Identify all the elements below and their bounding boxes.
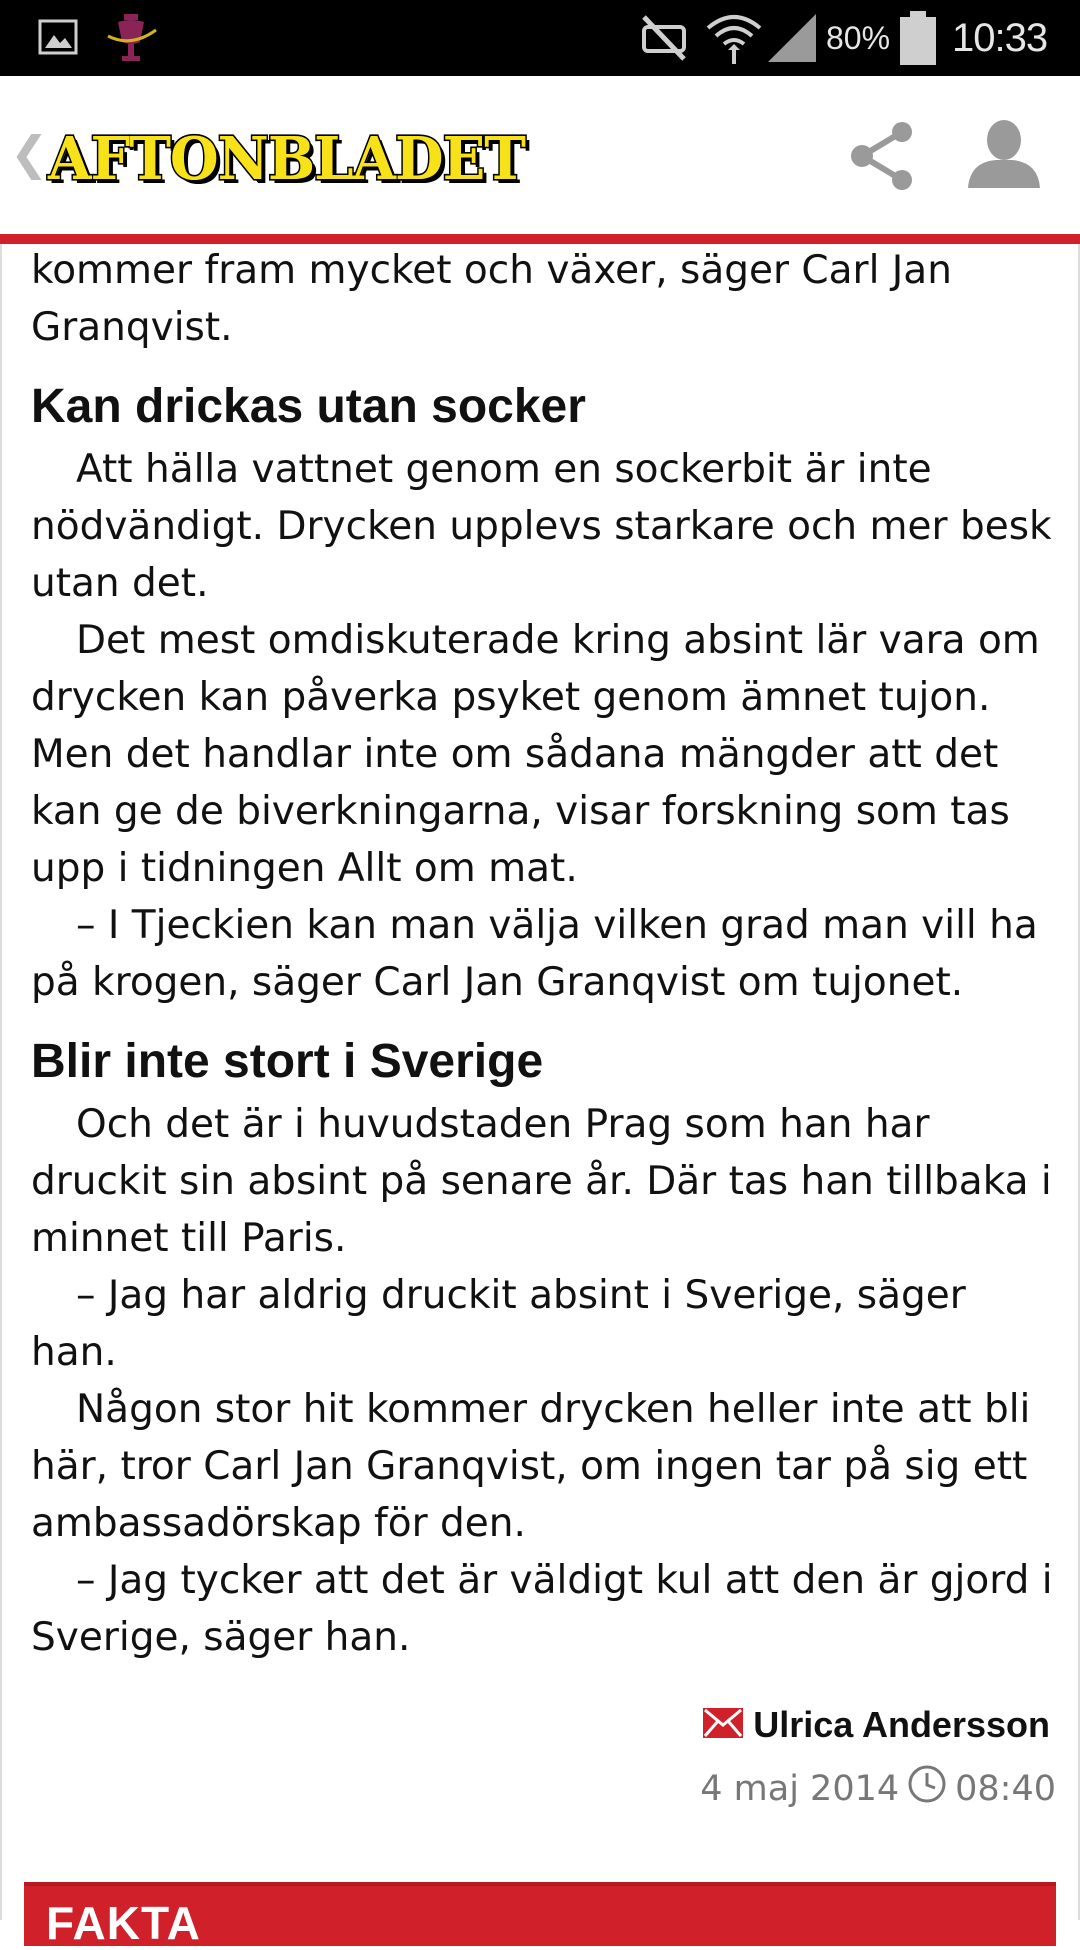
logo-text: AFTONBLADET <box>48 124 525 194</box>
battery-percent: 80% <box>826 19 891 56</box>
clock: 10:33 <box>952 15 1048 60</box>
fakta-label: FAKTA <box>46 1897 201 1949</box>
article-paragraph: Det mest omdiskuterade kring absint lär vara om drycken kan påverka psyket genom ämnet tujon. Men det handlar inte om sådana mängder att det kan ge de biverkningarna, visar forskning som tas upp i tidningen Allt om mat. <box>31 618 1040 891</box>
author-byline[interactable] <box>703 1704 1050 1746</box>
publish-date: 4 maj 2014 <box>700 1768 900 1809</box>
mute-icon <box>638 0 690 76</box>
profile-icon[interactable] <box>966 118 1042 195</box>
image-icon <box>38 0 80 76</box>
article-paragraph: Och det är i huvudstaden Prag som han har druckit sin absint på senare år. Där tas han tillbaka i minnet till Paris. <box>31 1102 1052 1261</box>
app-bar <box>0 76 1080 234</box>
article-paragraph: – Jag har aldrig druckit absint i Sverige, säger han. <box>31 1273 966 1375</box>
publish-time: 08:40 <box>955 1768 1056 1809</box>
battery-icon <box>898 0 938 76</box>
article-scroll-area[interactable] <box>0 244 1080 1949</box>
article-subheading: Blir inte stort i Sverige <box>31 1035 544 1088</box>
clock-icon <box>907 1764 947 1813</box>
share-icon[interactable] <box>848 120 916 197</box>
article-paragraph: – I Tjeckien kan man välja vilken grad man vill ha på krogen, säger Carl Jan Granqvist om tujonet. <box>31 903 1038 1005</box>
email-icon[interactable] <box>703 1708 743 1743</box>
article-paragraph: Att hälla vattnet genom en sockerbit är inte nödvändigt. Drycken upplevs starkare och mer besk utan det. <box>31 447 1052 606</box>
wifi-icon <box>704 0 764 76</box>
back-chevron-icon[interactable]: ❮ <box>10 126 49 180</box>
fakta-box-header[interactable] <box>24 1882 1056 1949</box>
article-paragraph: – Jag tycker att det är väldigt kul att den är gjord i Sverige, säger han. <box>31 1558 1053 1660</box>
article-paragraph: kommer fram mycket och växer, säger Carl Jan Granqvist. <box>31 248 952 350</box>
dress-form-icon <box>104 0 160 76</box>
publish-dateline <box>700 1764 1056 1813</box>
article-subheading: Kan drickas utan socker <box>31 380 586 433</box>
signal-icon <box>766 0 818 76</box>
author-name[interactable]: Ulrica Andersson <box>753 1704 1050 1745</box>
article-paragraph: Någon stor hit kommer drycken heller inte att bli här, tror Carl Jan Granqvist, om ingen tar på sig ett ambassadörskap för den. <box>31 1387 1031 1546</box>
status-bar <box>0 0 1080 76</box>
aftonbladet-logo[interactable] <box>48 126 525 192</box>
article-body <box>31 242 1061 1666</box>
